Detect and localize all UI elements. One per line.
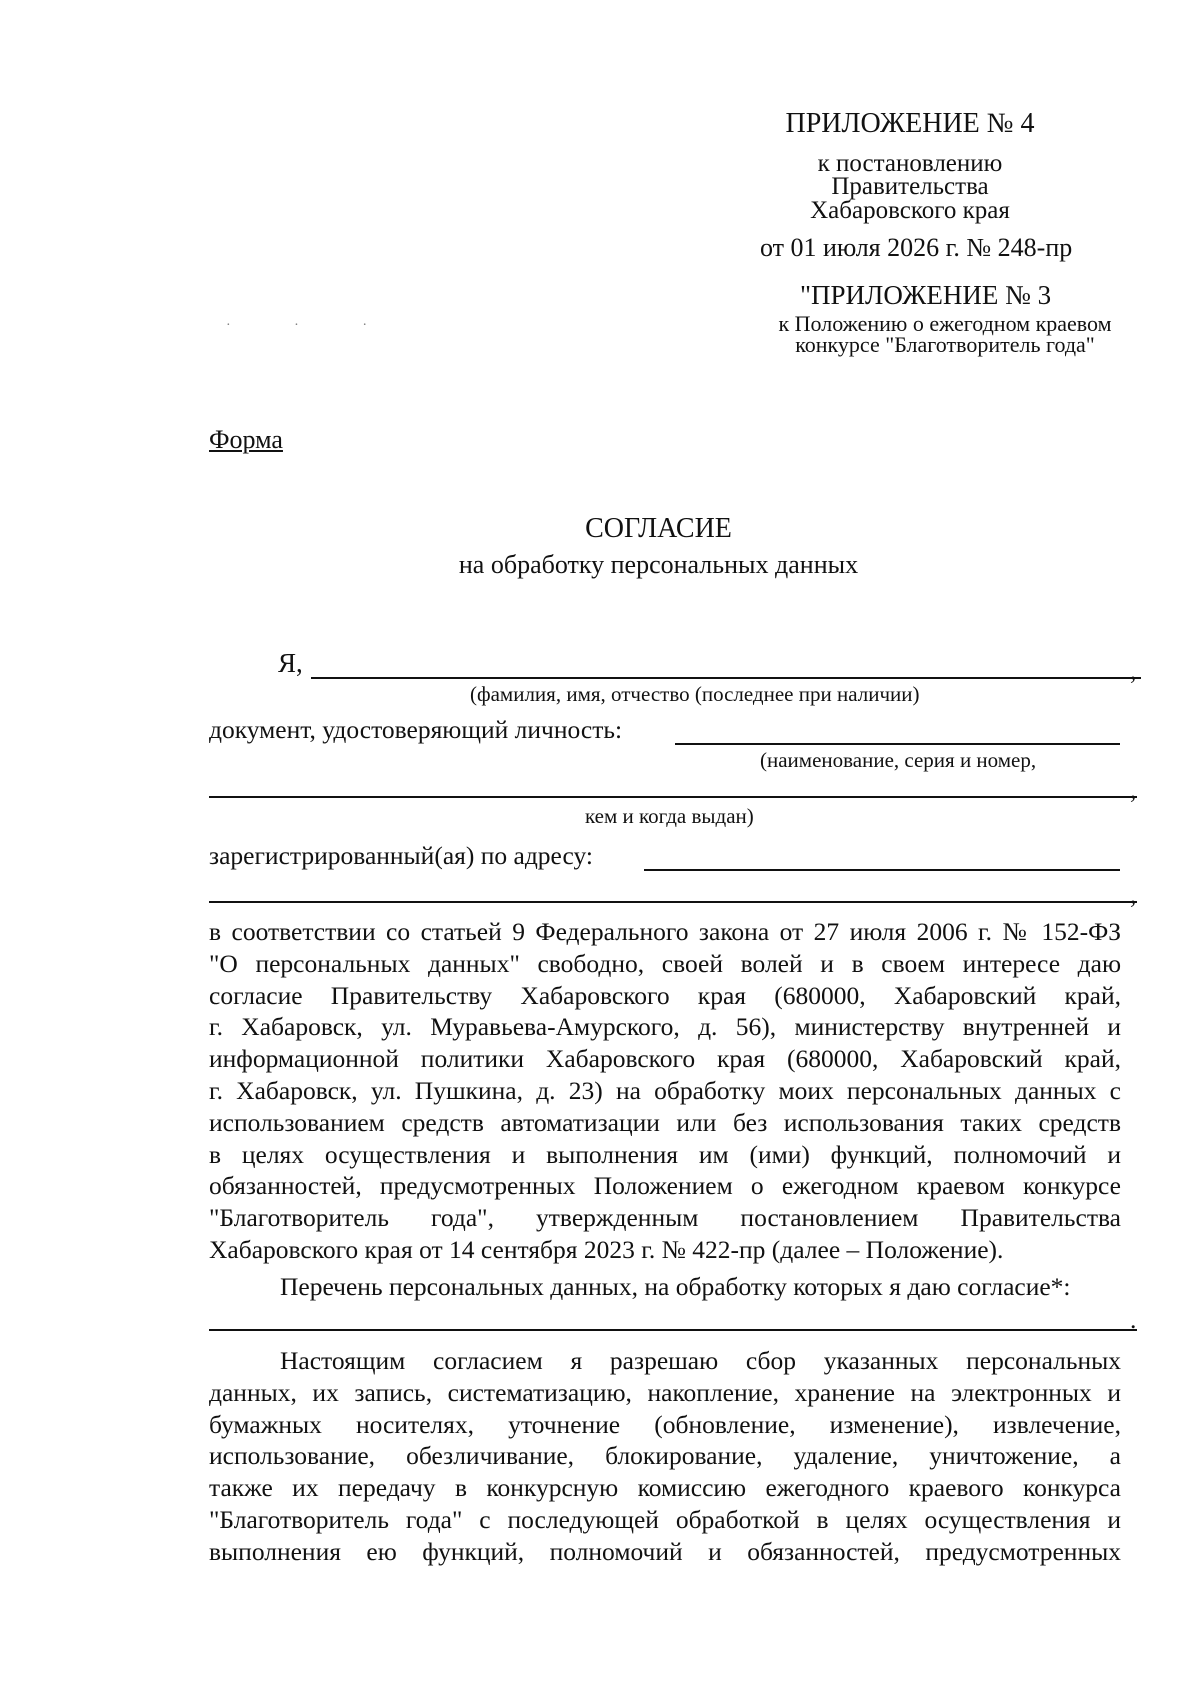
paragraph-line: выполнения ею функций, полномочий и обязанностей, предусмотренных xyxy=(209,1536,1121,1566)
fio-input-line[interactable] xyxy=(311,677,1141,679)
i-label: Я, xyxy=(278,648,303,678)
appendix-title: ПРИЛОЖЕНИЕ № 4 xyxy=(785,108,1035,139)
resolution-line-1: к постановлению xyxy=(817,150,1003,177)
consent-scope-paragraph xyxy=(209,1345,1121,1568)
scan-specks: · · · xyxy=(226,318,397,333)
prev-appendix-title: "ПРИЛОЖЕНИЕ № 3 xyxy=(800,280,1052,310)
data-list-period: . xyxy=(1130,1305,1137,1334)
paragraph-line: обязанностей, предусмотренных Положением о ежегодном краевом конкурсе xyxy=(209,1171,1121,1201)
address-input-line-1[interactable] xyxy=(644,869,1120,871)
document-title: СОГЛАСИЕ xyxy=(585,513,732,544)
regulation-line-2: конкурсе "Благотворитель года" xyxy=(795,332,1095,357)
resolution-line-2: Правительства xyxy=(831,173,989,200)
address-line-comma: , xyxy=(1130,880,1137,909)
fio-line-comma: , xyxy=(1130,656,1137,685)
paragraph-line: согласие Правительству Хабаровского края (680000, Хабаровский край, xyxy=(209,980,1121,1010)
paragraph-line: также их передачу в конкурсную комиссию ежегодного краевого конкурса xyxy=(209,1473,1121,1503)
paragraph-line: данных, их запись, систематизацию, накопление, хранение на электронных и xyxy=(209,1377,1121,1407)
document-hint-2: кем и когда выдан) xyxy=(585,804,754,828)
address-input-line-2[interactable] xyxy=(209,901,1137,903)
paragraph-line: использованием средств автоматизации или без использования таких средств xyxy=(209,1107,1121,1137)
regulation-line-1: к Положению о ежегодном краевом xyxy=(778,311,1112,336)
resolution-line-3: Хабаровского края xyxy=(810,197,1010,224)
paragraph-line: г. Хабаровск, ул. Пушкина, д. 23) на обработку моих персональных данных с xyxy=(209,1075,1121,1105)
document-input-line-2[interactable] xyxy=(209,796,1137,798)
data-list-intro: Перечень персональных данных, на обработку которых я даю согласие*: xyxy=(280,1272,1071,1301)
fio-hint: (фамилия, имя, отчество (последнее при наличии) xyxy=(470,682,920,706)
form-label: Форма xyxy=(209,425,283,454)
paragraph-line: "Благотворитель года", утвержденным постановлением Правительства xyxy=(209,1203,1121,1233)
data-list-input-line[interactable] xyxy=(209,1329,1137,1331)
paragraph-line: г. Хабаровск, ул. Муравьева-Амурского, д. 56), министерству внутренней и xyxy=(209,1012,1121,1042)
paragraph-line: использование, обезличивание, блокирование, удаление, уничтожение, а xyxy=(209,1441,1121,1471)
paragraph-line: "Благотворитель года" с последующей обработкой в целях осуществления и xyxy=(209,1504,1121,1534)
paragraph-line: информационной политики Хабаровского края (680000, Хабаровский край, xyxy=(209,1044,1121,1074)
document-subtitle: на обработку персональных данных xyxy=(458,550,859,579)
paragraph-line: "О персональных данных" свободно, своей волей и в своем интересе даю xyxy=(209,948,1121,978)
paragraph-line: Настоящим согласием я разрешаю сбор указанных персональных xyxy=(280,1346,1121,1375)
paragraph-line: в соответствии со статьей 9 Федерального закона от 27 июля 2006 г. № 152-ФЗ xyxy=(209,917,1121,946)
resolution-date-number: от 01 июля 2026 г. № 248-пр xyxy=(760,233,1073,262)
document-hint-1: (наименование, серия и номер, xyxy=(760,748,1037,772)
paragraph-line: в целях осуществления и выполнения им (ими) функций, полномочий и xyxy=(209,1139,1121,1169)
document-line-comma: , xyxy=(1130,775,1137,804)
document-label: документ, удостоверяющий личность: xyxy=(209,715,623,744)
consent-main-paragraph xyxy=(209,916,1121,1266)
address-label: зарегистрированный(ая) по адресу: xyxy=(209,841,593,870)
document-input-line-1[interactable] xyxy=(675,743,1120,745)
paragraph-line: Хабаровского края от 14 сентября 2023 г. № 422-пр (далее – Положение). xyxy=(209,1234,1004,1264)
paragraph-line: бумажных носителях, уточнение (обновление, изменение), извлечение, xyxy=(209,1409,1121,1439)
